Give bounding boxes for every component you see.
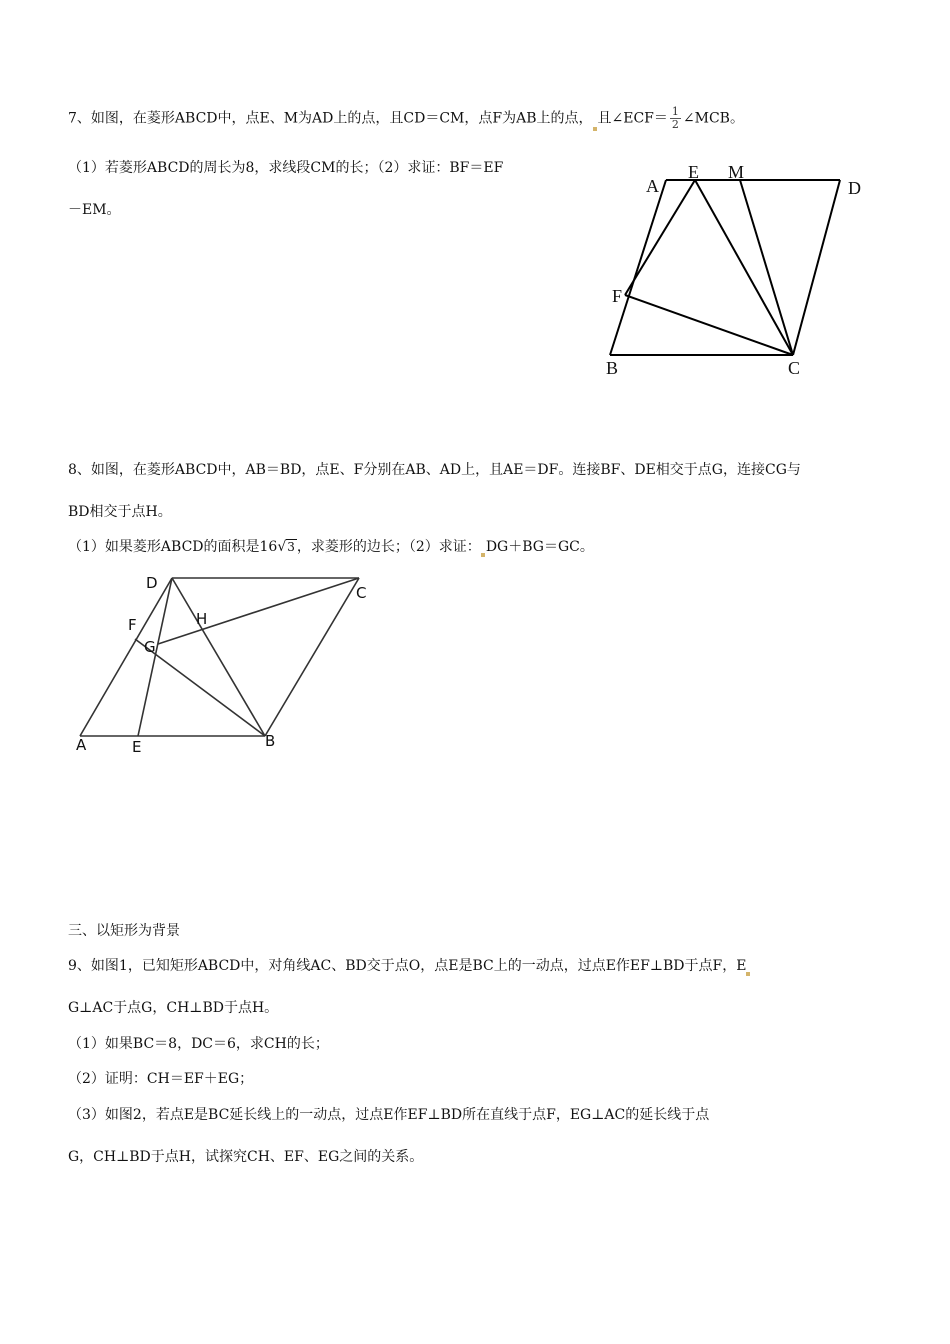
q7-frac-num: 1 [671, 105, 679, 118]
q8-label-b: B [265, 732, 276, 750]
q7-rhombus [610, 180, 840, 355]
q7-frac-den: 2 [671, 118, 679, 131]
q9-sub1: （1）如果BC＝8，DC＝6，求CH的长； [68, 1036, 329, 1052]
q7-label-m: M [728, 162, 745, 182]
q8-label-f: F [128, 616, 137, 634]
q8-sub1-part3: DG＋BG＝GC。 [485, 539, 594, 555]
q7-fraction [670, 106, 681, 131]
q7-sub1: （1）若菱形ABCD的周长为8，求线段CM的长；（2）求证：BF＝EF [68, 160, 504, 176]
q8-sub1 [68, 537, 594, 557]
q8-label-h: H [196, 610, 208, 628]
q9-stem-line1 [68, 956, 751, 976]
q8-rhombus [80, 578, 359, 736]
q8-sub1-part1: （1）如果菱形ABCD的面积是16 [68, 539, 278, 555]
q8-label-c: C [356, 584, 367, 602]
q8-figure [72, 568, 392, 768]
q7-stem-part1: 7、如图，在菱形ABCD中，点E、M为AD上的点，且CD＝CM，点F为AB上的点， [68, 110, 593, 127]
q7-label-a: A [646, 176, 659, 196]
edit-mark-icon [746, 972, 750, 976]
q7-label-e: E [688, 162, 699, 182]
q7-stem-part3: ∠MCB。 [682, 110, 744, 127]
q8-stem-line1: 8、如图，在菱形ABCD中，AB＝BD，点E、F分别在AB、AD上，且AE＝DF。连接BF、DE相交于点G，连接CG与 [68, 462, 801, 478]
q9-stem-line1-text: 9、如图1，已知矩形ABCD中，对角线AC、BD交于点O，点E是BC上的一动点，过点E作EF⊥BD于点F，E [68, 958, 747, 974]
q7-label-f: F [612, 286, 623, 306]
q8-label-a: A [76, 736, 87, 754]
q8-label-e: E [132, 738, 142, 756]
edit-mark-icon [481, 553, 485, 557]
q7-stem [68, 106, 744, 131]
q9-sub2: （2）证明：CH＝EF＋EG； [68, 1071, 254, 1087]
q9-sub3-line2: G，CH⊥BD于点H，试探究CH、EF、EG之间的关系。 [68, 1149, 424, 1165]
q7-label-c: C [788, 358, 801, 378]
q8-sub1-part2: ，求菱形的边长；（2）求证： [296, 539, 481, 555]
q7-label-b: B [606, 358, 619, 378]
q8-label-d: D [146, 574, 158, 592]
q9-stem-line2: G⊥AC于点G，CH⊥BD于点H。 [68, 1000, 279, 1016]
sqrt-icon: √ [277, 539, 287, 555]
edit-mark-icon [593, 127, 597, 131]
q8-radicand: 3 [287, 540, 295, 554]
q7-sub1-cont: －EM。 [68, 202, 121, 218]
section3-title: 三、以矩形为背景 [68, 923, 180, 939]
q8-label-g: G [144, 638, 156, 656]
q7-figure [600, 160, 870, 390]
q7-stem-part2: 且∠ECF＝ [597, 110, 668, 127]
q9-sub3-line1: （3）如图2，若点E是BC延长线上的一动点，过点E作EF⊥BD所在直线于点F，EG⊥AC的延长线于点 [68, 1107, 710, 1123]
q8-stem-line2: BD相交于点H。 [68, 504, 172, 520]
q7-label-d: D [848, 178, 861, 198]
